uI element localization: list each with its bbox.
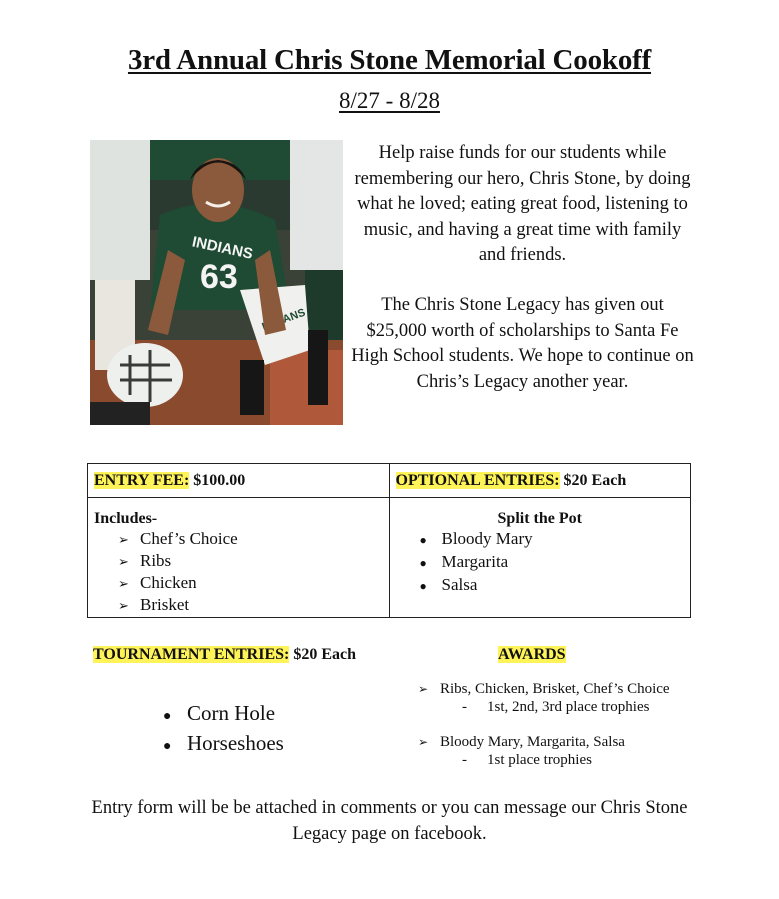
arrow-bullet-icon: ➢ xyxy=(118,598,129,613)
list-item: ➢ Chef’s Choice xyxy=(118,529,238,548)
award-categories: Ribs, Chicken, Brisket, Chef’s Choice xyxy=(440,681,670,697)
arrow-bullet-icon: ➢ xyxy=(118,576,129,591)
entry-fee-value: $100.00 xyxy=(193,472,246,489)
split-pot-title: Split the Pot xyxy=(497,510,582,527)
dot-bullet-icon: ● xyxy=(163,739,172,754)
intro-paragraph-1: Help raise funds for our students while remembering our hero, Chris Stone, by doing what he loved; eating great food, listening to music, and having a great time with family and friends. xyxy=(354,143,691,265)
awards-header xyxy=(498,646,566,664)
list-item: ➢ Ribs xyxy=(118,551,172,570)
dot-bullet-icon: ● xyxy=(163,709,172,724)
awards-label: AWARDS xyxy=(498,646,566,663)
arrow-bullet-icon: ➢ xyxy=(118,532,129,547)
list-item: ● Margarita xyxy=(420,551,691,574)
arrow-bullet-icon: ➢ xyxy=(418,682,429,696)
intro-paragraph-2: The Chris Stone Legacy has given out $25,000 worth of scholarships to Santa Fe High School students. We hope to continue on Chris’s Legacy another year. xyxy=(351,295,694,392)
arrow-bullet-icon: ➢ xyxy=(418,735,429,749)
event-dates: 8/27 - 8/28 xyxy=(339,88,440,113)
entries-table xyxy=(87,463,691,618)
dot-bullet-icon: ● xyxy=(419,533,427,547)
tournament-value: $20 Each xyxy=(293,646,357,663)
award-item xyxy=(418,733,625,769)
list-item: ● Corn Hole xyxy=(163,700,284,730)
optional-entries-header xyxy=(389,464,691,498)
list-item: ● Bloody Mary xyxy=(420,528,691,551)
tournament-header xyxy=(93,646,356,664)
list-item: ➢ Brisket xyxy=(118,595,190,614)
list-item: ● Salsa xyxy=(420,574,691,597)
jersey-text: INDIANS xyxy=(190,233,255,263)
list-item: ● Horseshoes xyxy=(163,730,284,760)
entry-fee-label: ENTRY FEE: xyxy=(94,472,190,489)
entry-fee-header xyxy=(88,464,390,498)
award-categories: Bloody Mary, Margarita, Salsa xyxy=(440,734,625,750)
memorial-photo xyxy=(90,140,343,425)
award-prize: 1st, 2nd, 3rd place trophies xyxy=(487,699,650,715)
flyer-title: 3rd Annual Chris Stone Memorial Cookoff xyxy=(127,44,652,76)
list-item: ➢ Chicken xyxy=(118,573,197,592)
includes-cell xyxy=(88,498,390,618)
optional-entries-label: OPTIONAL ENTRIES: xyxy=(395,472,560,489)
svg-text:63: 63 xyxy=(200,258,238,296)
dash-bullet-icon: - xyxy=(462,752,467,768)
optional-entries-value: $20 Each xyxy=(563,472,627,489)
dot-bullet-icon: ● xyxy=(419,579,427,593)
split-pot-cell xyxy=(389,498,691,618)
tournament-list xyxy=(163,700,284,760)
arrow-bullet-icon: ➢ xyxy=(118,554,129,569)
dot-bullet-icon: ● xyxy=(419,556,427,570)
footer-note: Entry form will be be attached in comments or you can message our Chris Stone Legacy page on facebook. xyxy=(91,798,688,844)
award-prize: 1st place trophies xyxy=(487,752,592,768)
dash-bullet-icon: - xyxy=(462,699,467,715)
tournament-label: TOURNAMENT ENTRIES: xyxy=(93,646,290,663)
award-item xyxy=(418,680,670,716)
includes-title: Includes- xyxy=(94,510,158,527)
